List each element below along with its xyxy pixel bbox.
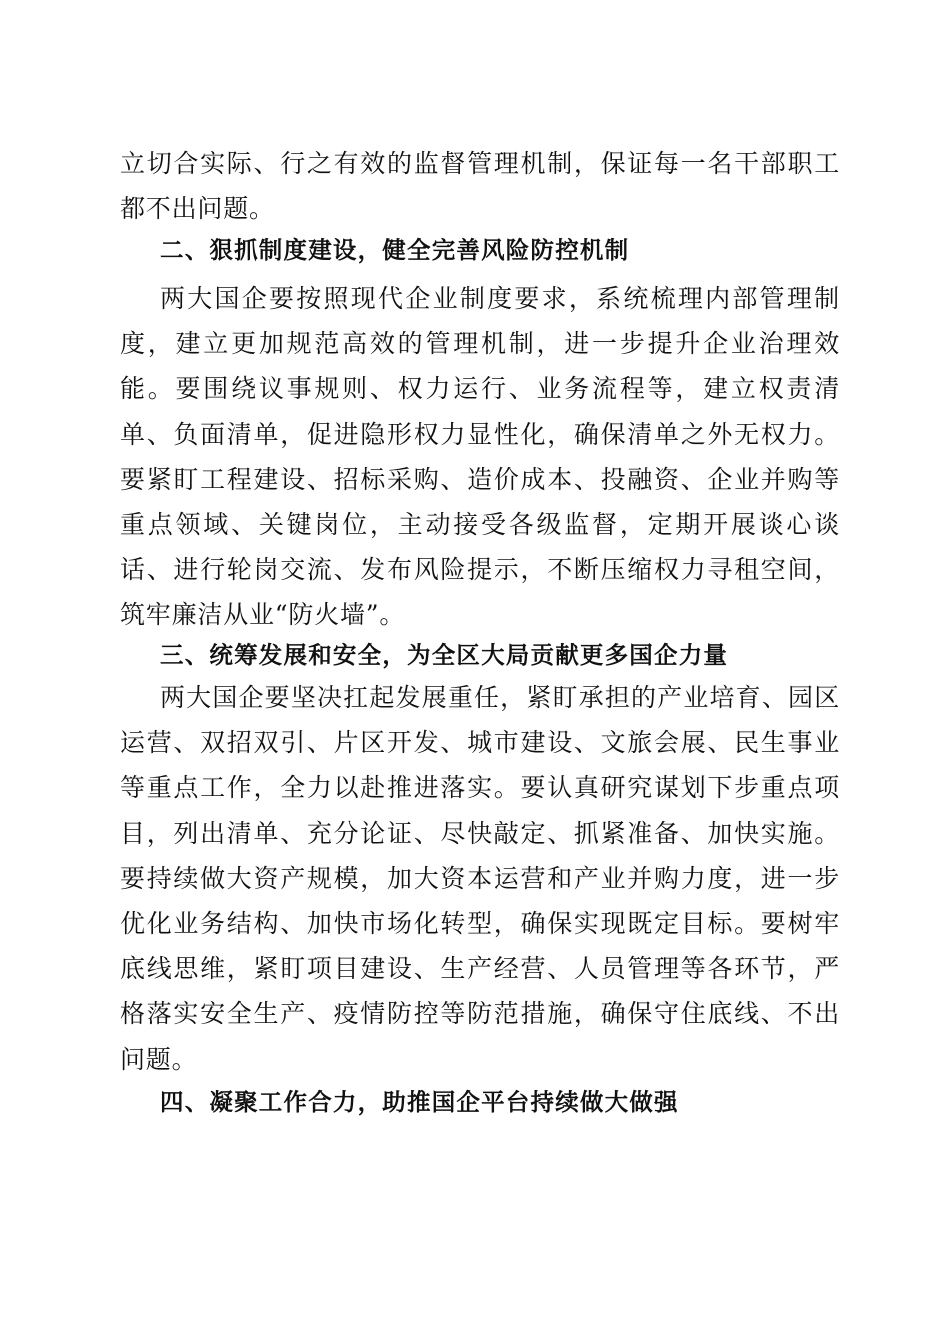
section-4-heading: 四、凝聚工作合力，助推国企平台持续做大做强	[160, 1088, 679, 1116]
section-3-heading: 三、统筹发展和安全，为全区大局贡献更多国企力量	[160, 641, 729, 669]
section-3-paragraph: 两大国企要坚决扛起发展重任，紧盯承担的产业培育、园区运营、双招双引、片区开发、城市建设、文旅会展、民生事业等重点工作，全力以赴推进落实。要认真研究谋划下步重点项目，列出清单、充分论证、尽快敲定、抓紧准备、加快实施。要持续做大资产规模，加大资本运营和产业并购力度，进一步优化业务结构、加快市场化转型，确保实现既定目标。要树牢底线思维，紧盯项目建设、生产经营、人员管理等各环节，严格落实安全生产、疫情防控等防范措施，确保守住底线、不出问题。	[120, 683, 840, 1074]
section-3	[120, 633, 840, 678]
section-4	[120, 1080, 840, 1125]
section-2-body-block	[120, 276, 840, 638]
continuation-paragraph: 立切合实际、行之有效的监督管理机制，保证每一名干部职工都不出问题。	[120, 149, 840, 224]
section-2	[120, 228, 840, 273]
section-3-body-block	[120, 675, 840, 1082]
continuation-block	[120, 141, 840, 231]
section-2-paragraph: 两大国企要按照现代企业制度要求，系统梳理内部管理制度，建立更加规范高效的管理机制，进一步提升企业治理效能。要围绕议事规则、权力运行、业务流程等，建立权责清单、负面清单，促进隐形权力显性化，确保清单之外无权力。要紧盯工程建设、招标采购、造价成本、投融资、企业并购等重点领域、关键岗位，主动接受各级监督，定期开展谈心谈话、进行轮岗交流、发布风险提示，不断压缩权力寻租空间，筑牢廉洁从业“防火墙”。	[120, 284, 840, 630]
section-2-heading: 二、狠抓制度建设，健全完善风险防控机制	[160, 236, 630, 264]
